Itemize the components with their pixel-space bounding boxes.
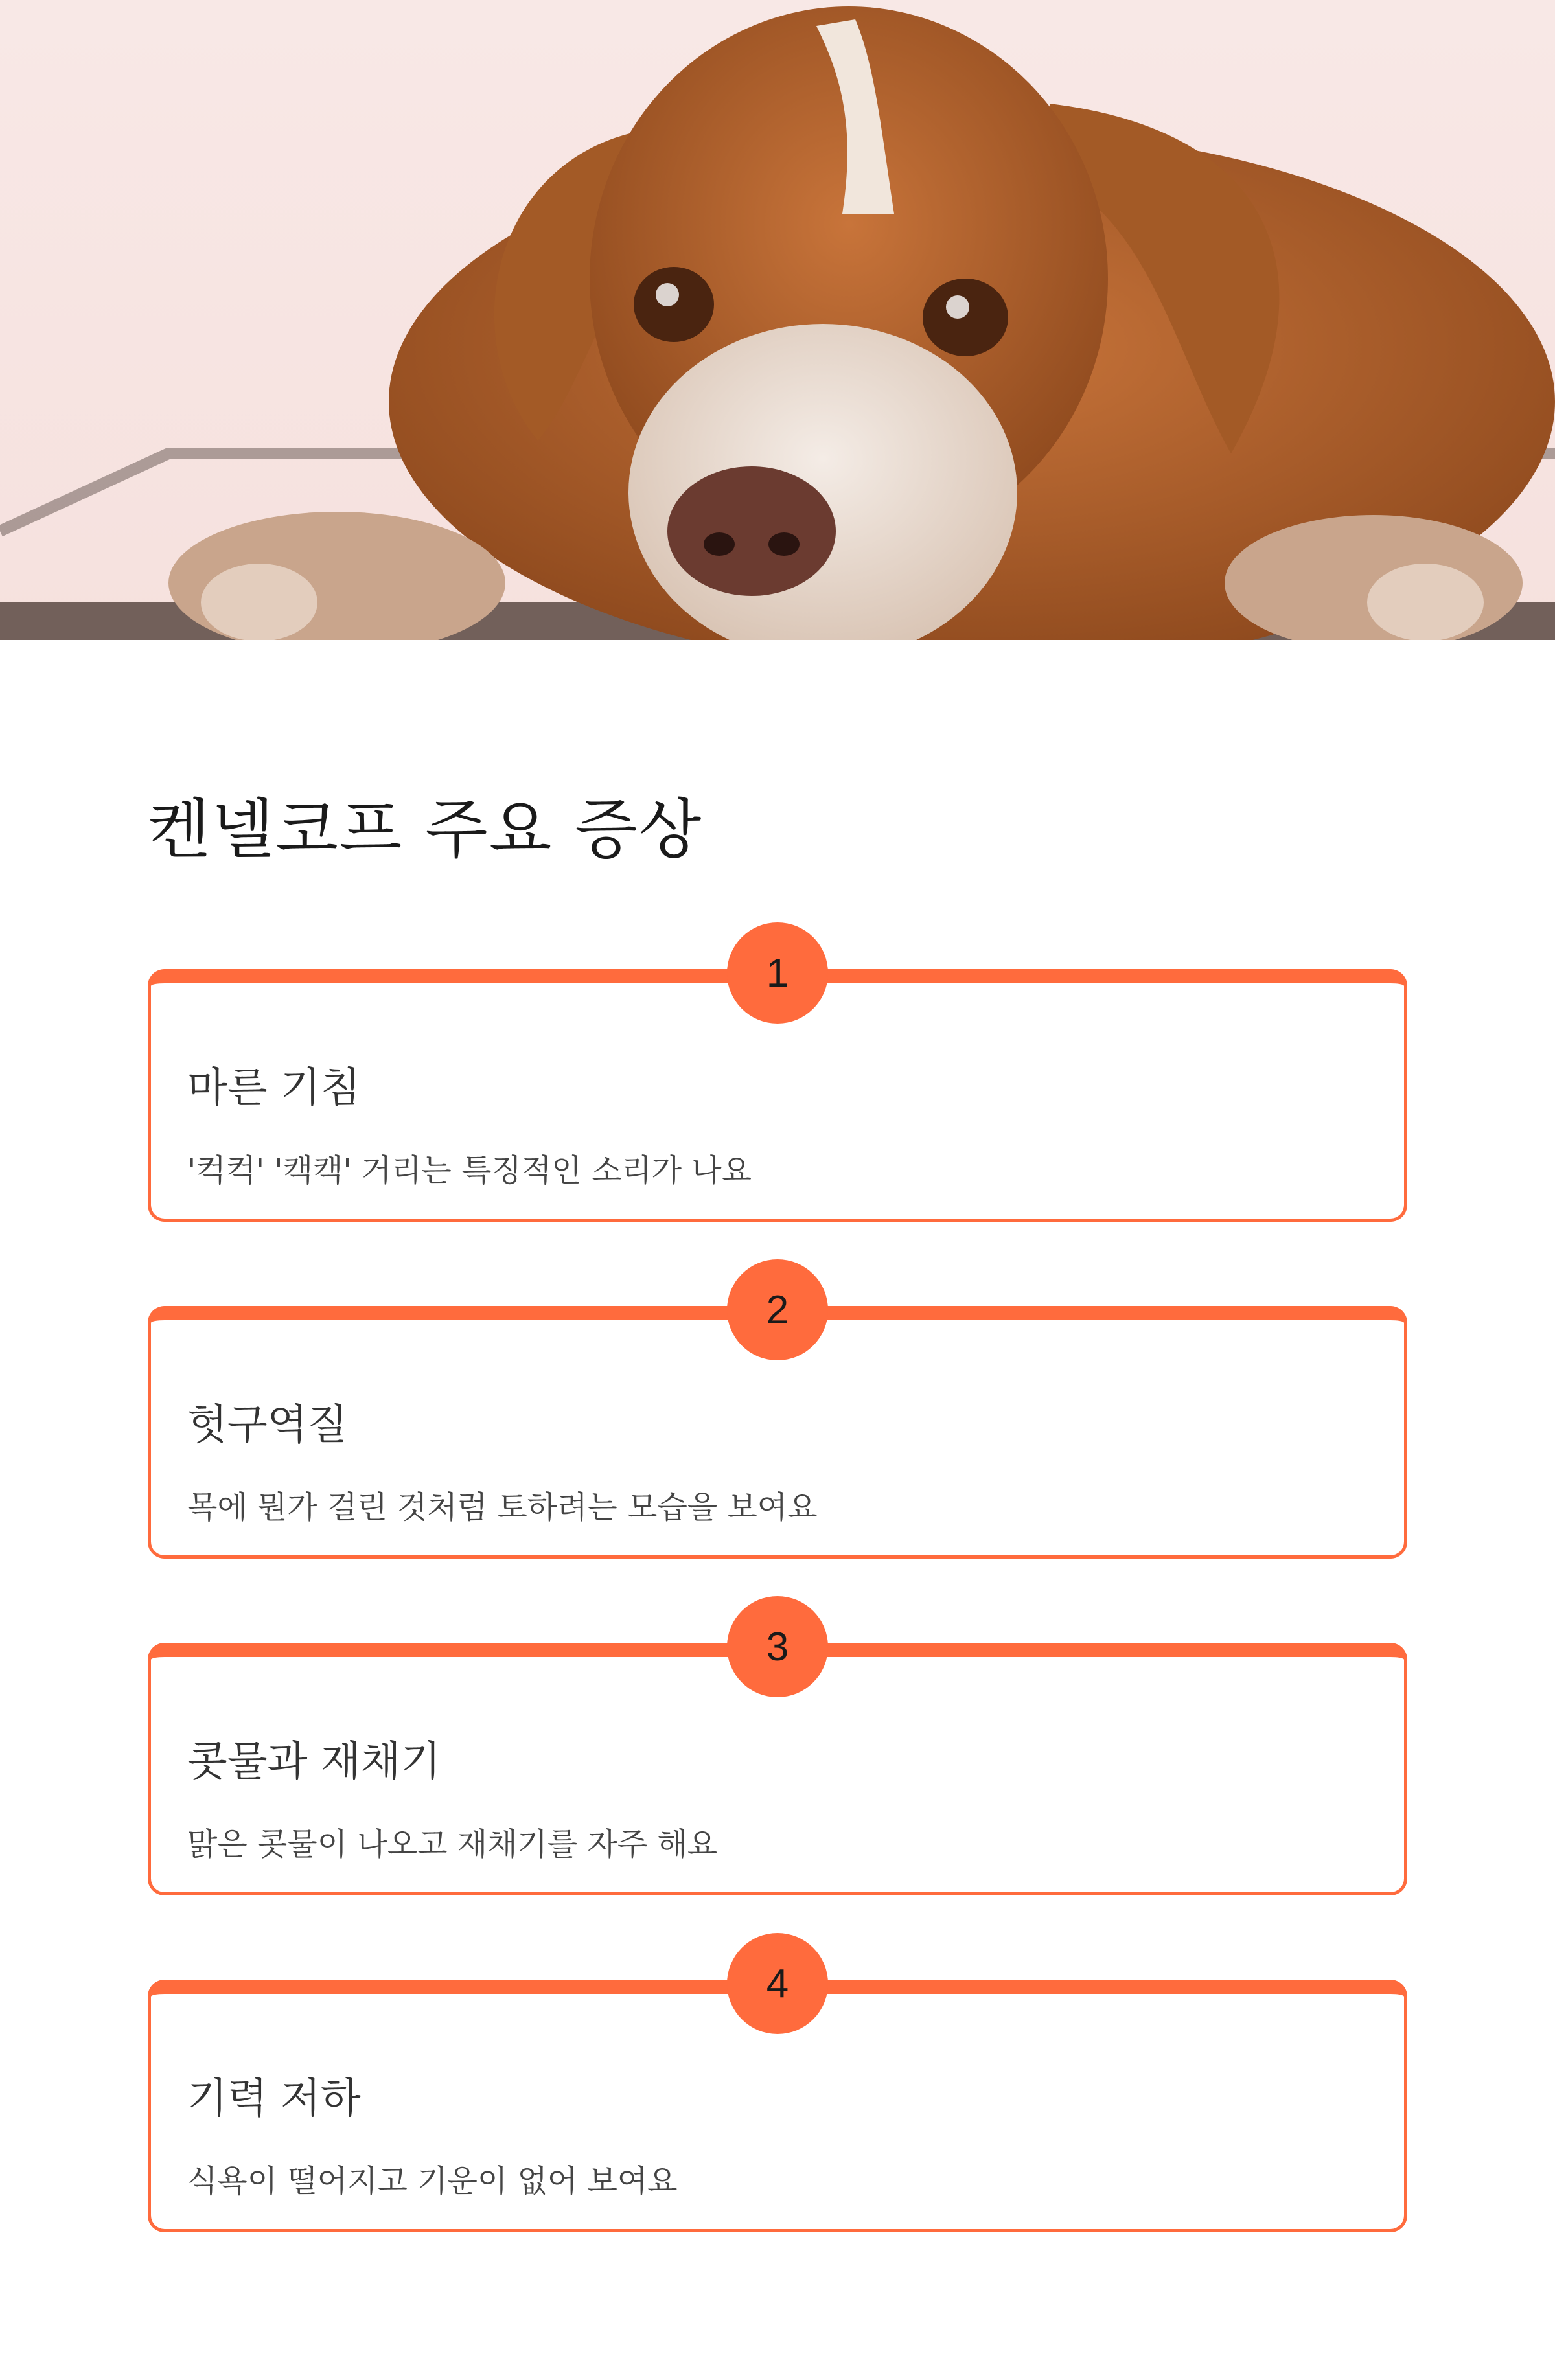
symptom-description: 목에 뭔가 걸린 것처럼 토하려는 모습을 보여요 bbox=[187, 1489, 818, 1526]
step-number-badge: 2 bbox=[727, 1259, 828, 1360]
symptom-title: 헛구역질 bbox=[187, 1401, 348, 1449]
page-title: 켄넬코프 주요 증상 bbox=[148, 792, 703, 867]
symptom-description: 식욕이 떨어지고 기운이 없어 보여요 bbox=[187, 2163, 678, 2199]
step-number-badge: 3 bbox=[727, 1596, 828, 1697]
dog-illustration bbox=[0, 0, 1555, 640]
step-number-badge: 4 bbox=[727, 1933, 828, 2034]
step-number-badge: 1 bbox=[727, 922, 828, 1024]
symptom-description: 맑은 콧물이 나오고 재채기를 자주 해요 bbox=[187, 1826, 718, 1862]
symptom-title: 콧물과 재채기 bbox=[187, 1738, 441, 1786]
hero-image bbox=[0, 0, 1555, 640]
symptom-description: '컥컥' '캑캑' 거리는 특징적인 소리가 나요 bbox=[187, 1152, 752, 1189]
symptom-title: 기력 저하 bbox=[187, 2075, 361, 2123]
symptom-title: 마른 기침 bbox=[187, 1064, 361, 1112]
